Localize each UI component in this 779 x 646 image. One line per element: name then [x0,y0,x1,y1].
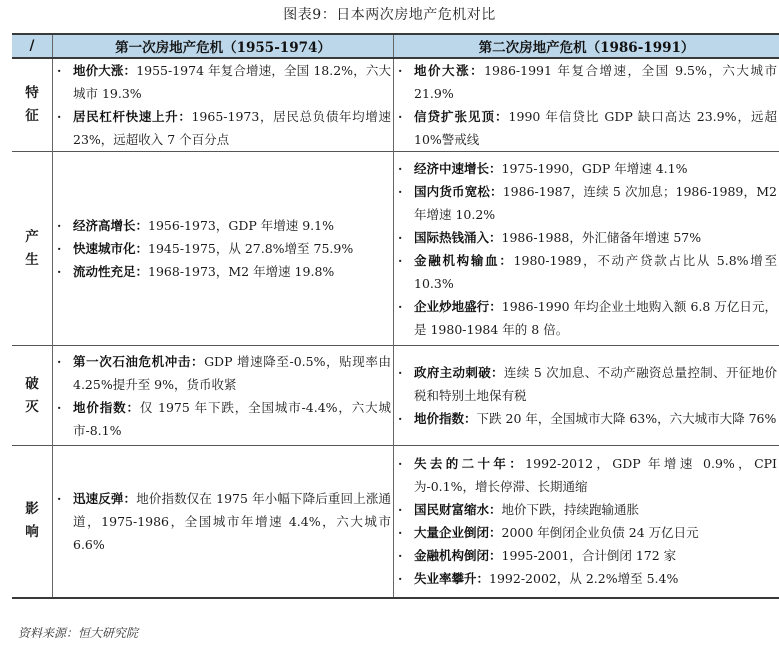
list-item [414,295,777,341]
item-heading: 国际热钱涌入： [414,229,502,245]
item-heading: 地价大涨： [414,63,485,78]
table-row [12,346,779,446]
first-crisis-header: 第一次房地产危机（1955-1974） [53,34,394,58]
item-heading: 第一次石油危机冲击： [73,353,205,369]
item-heading: 迅速反弹： [73,490,137,506]
item-heading: 国内货币宽松： [414,183,503,199]
list-item [414,249,777,295]
row-label: 破灭 [25,375,39,415]
list-item [414,105,777,151]
second-crisis-cell [394,446,779,598]
item-text: 1990 年信贷比 GDP 缺口高达 23.9%，远超 10%警戒线 [414,109,777,147]
table-row [12,446,779,598]
item-text: 1992-2012，GDP 年增速 0.9%，CPI 为-0.1%，增长停滞、长期通缩 [414,456,777,495]
first-crisis-cell [53,152,394,346]
list-item [73,214,391,237]
row-label: 产生 [25,228,39,268]
item-text: 1968-1973，M2 年增速 19.8% [148,264,335,279]
item-text: 1992-2002，从 2.2%增至 5.4% [489,571,679,587]
item-text: 仅 1975 年下跌，全国城市-4.4%，六大城市-8.1% [73,399,391,438]
list-item [73,260,391,283]
list-item [414,157,777,180]
item-text: 2000 年倒闭企业负债 24 万亿日元 [501,525,699,541]
item-text: 1965-1973，居民总负债年均增速 23%，远超收入 7 个百分点 [73,109,391,147]
row-label: 影响 [25,501,39,541]
item-heading: 国民财富缩水： [414,502,502,518]
item-heading: 地价大涨： [73,63,137,78]
item-text: 1995-2001，合计倒闭 172 家 [501,548,677,564]
item-heading: 经济中速增长： [414,160,502,176]
item-heading: 信贷扩张见顶： [414,109,509,124]
comparison-table [12,33,779,599]
item-heading: 流动性充足： [73,264,149,279]
row-label: 特征 [25,85,39,124]
list-item [414,452,777,498]
item-text: 1955-1974 年复合增速，全国 18.2%，六大城市 19.3% [73,63,391,101]
item-heading: 快速城市化： [73,241,149,256]
item-text: 连续 5 次加息、不动产融资总量控制、开征地价税和特别土地保有税 [414,365,777,403]
list-item [73,396,391,442]
item-text: 1986-1988，外汇储备年增速 57% [501,229,702,245]
list-item [414,180,777,226]
list-item [414,226,777,249]
item-heading: 金融机构输血： [414,252,514,268]
first-crisis-cell [53,346,394,446]
item-heading: 地价指数： [73,399,140,415]
second-crisis-header: 第二次房地产危机（1986-1991） [394,34,779,58]
list-item [73,59,391,105]
item-heading: 大量企业倒闭： [414,525,502,541]
item-text: 1986-1990 年均企业土地购入额 6.8 万亿日元，是 1980-1984 年的 8 倍。 [414,298,777,337]
source-note: 资料来源：恒大研究院 [18,626,139,640]
list-item [414,361,777,407]
item-text: 1945-1975，从 27.8%增至 75.9% [148,241,354,256]
item-text: 下跌 20 年，全国城市大降 63%，六大城市大降 76% [476,411,777,426]
first-crisis-cell [53,58,394,152]
second-crisis-cell [394,58,779,152]
corner-header: / [12,34,53,58]
item-heading: 居民杠杆快速上升： [73,109,192,124]
item-heading: 政府主动刺破： [414,365,504,380]
item-text: 1986-1991 年复合增速，全国 9.5%，六大城市 21.9% [414,63,777,101]
list-item [414,567,777,590]
list-item [73,105,391,151]
list-item [414,521,777,544]
item-heading: 企业炒地盛行： [414,298,502,314]
item-text: GDP 增速降至-0.5%，贴现率由 4.25%提升至 9%，货币收紧 [73,353,391,392]
item-text: 地价下跌，持续跑输通胀 [501,502,640,518]
table-row [12,152,779,346]
item-text: 地价指数仅在 1975 年小幅下降后重回上涨通道，1975-1986，全国城市年增速 4.4%，六大城市 6.6% [73,490,391,552]
item-heading: 地价指数： [414,411,477,426]
figure-title: 图表9：日本两次房地产危机对比 [283,7,496,23]
item-text: 1980-1989，不动产贷款占比从 5.8%增至 10.3% [414,252,777,291]
second-crisis-cell [394,346,779,446]
item-text: 1986-1987，连续 5 次加息；1986-1989，M2 年增速 10.2% [414,183,777,222]
item-heading: 经济高增长： [73,218,149,233]
list-item [73,350,391,396]
list-item [73,487,391,556]
item-heading: 失业率攀升： [414,571,490,587]
item-text: 1975-1990，GDP 年增速 4.1% [501,160,688,176]
table-row [12,58,779,152]
item-heading: 金融机构倒闭： [414,548,502,564]
list-item [414,498,777,521]
list-item [414,407,777,430]
list-item [414,544,777,567]
item-heading: 失去的二十年： [414,456,526,472]
second-crisis-cell [394,152,779,346]
item-text: 1956-1973，GDP 年增速 9.1% [148,218,334,233]
table-header-row [12,34,779,58]
first-crisis-cell [53,446,394,598]
list-item [73,237,391,260]
list-item [414,59,777,105]
